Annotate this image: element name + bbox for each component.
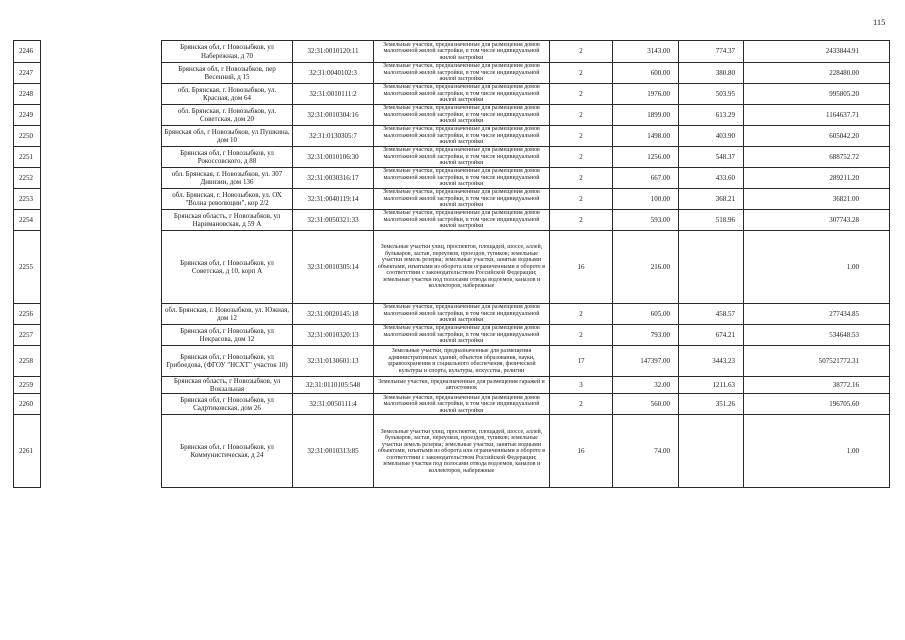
cadastral-value-cell: 38772.16	[744, 377, 890, 394]
land-use-cell: Земельные участки, предназначенные для размещения домов малоэтажной жилой застройки, в том числе индивидуальной жилой застройки	[374, 63, 550, 84]
address-cell: Брянская обл, г Новозыбков, ул Садртиковская, дом 26	[162, 394, 293, 415]
spacer-cell	[41, 377, 162, 394]
spacer-cell	[41, 304, 162, 325]
land-use-cell: Земельные участки улиц, проспектов, площадей, шоссе, аллей, бульваров, застав, переулков, проездов, тупиков; земельные участки земель резерва; земельные участки, занятые водными объектами, изъятыми из оборота или ограниченными в обороте в соответствии с законодательством Российской Федерации; земельные участки под полосами отвода водоемов, каналов и коллекторов, набережные	[374, 231, 550, 304]
area-cell: 32.00	[613, 377, 679, 394]
cadastral-number-cell: 32:31:0040102:3	[293, 63, 374, 84]
specific-value-cell: 503.95	[679, 84, 744, 105]
use-group-cell: 2	[550, 325, 613, 346]
address-cell: обл. Брянская, г. Новозыбков, ул. ОХ "Волна революции", кор 2/2	[162, 189, 293, 210]
use-group-cell: 2	[550, 394, 613, 415]
specific-value-cell: 1211.63	[679, 377, 744, 394]
row-number: 2248	[14, 84, 41, 105]
table-row	[14, 41, 890, 63]
address-cell: обл. Брянская, г. Новозыбков, ул. Советская, дом 20	[162, 105, 293, 126]
cadastral-value-cell: 534648.53	[744, 325, 890, 346]
specific-value-cell: 368.21	[679, 189, 744, 210]
cadastral-value-table	[13, 40, 890, 488]
land-use-cell: Земельные участки улиц, проспектов, площадей, шоссе, аллей, бульваров, застав, переулков, проездов, тупиков; земельные участки земель резерва; земельные участки, занятые водными объектами, изъятыми из оборота или ограниченными в обороте в соответствии с законодательством Российской Федерации; земельные участки под полосами отвода водоемов, каналов и коллекторов, набережные	[374, 415, 550, 488]
page-number: 115	[873, 17, 886, 27]
spacer-cell	[41, 105, 162, 126]
table-row	[14, 189, 890, 210]
use-group-cell: 2	[550, 105, 613, 126]
cadastral-number-cell: 32:31:0010313:85	[293, 415, 374, 488]
area-cell: 100.00	[613, 189, 679, 210]
area-cell: 600.00	[613, 63, 679, 84]
specific-value-cell: 380.80	[679, 63, 744, 84]
cadastral-value-cell: 277434.85	[744, 304, 890, 325]
address-cell: Брянская область, г Новозыбков, ул Наримановская, д 59 А	[162, 210, 293, 231]
specific-value-cell	[679, 231, 744, 304]
address-cell: Брянская область, г Новозыбков, ул Вокзальная	[162, 377, 293, 394]
land-use-cell: Земельные участки, предназначенные для размещения домов малоэтажной жилой застройки, в том числе индивидуальной жилой застройки	[374, 325, 550, 346]
address-cell: обл. Брянская, г. Новозыбков, ул. 307 Дивизии, дом 136	[162, 168, 293, 189]
specific-value-cell: 403.90	[679, 126, 744, 147]
spacer-cell	[41, 346, 162, 377]
land-use-cell: Земельные участки, предназначенные для размещения домов малоэтажной жилой застройки, в том числе индивидуальной жилой застройки	[374, 105, 550, 126]
use-group-cell: 3	[550, 377, 613, 394]
land-use-cell: Земельные участки, предназначенные для размещения домов малоэтажной жилой застройки, в том числе индивидуальной жилой застройки	[374, 210, 550, 231]
table-row	[14, 105, 890, 126]
spacer-cell	[41, 189, 162, 210]
address-cell: Брянская обл, г Новозыбков, ул Некрасова, дом 12	[162, 325, 293, 346]
row-number: 2251	[14, 147, 41, 168]
cadastral-number-cell: 32:31:0010304:16	[293, 105, 374, 126]
cadastral-value-cell: 507521772.31	[744, 346, 890, 377]
specific-value-cell: 613.29	[679, 105, 744, 126]
table-row	[14, 377, 890, 394]
table-row	[14, 210, 890, 231]
spacer-cell	[41, 63, 162, 84]
area-cell: 793.00	[613, 325, 679, 346]
address-cell: Брянская обл, г Новозыбков, пер Весенний, д 15	[162, 63, 293, 84]
table-row	[14, 231, 890, 304]
use-group-cell: 2	[550, 84, 613, 105]
cadastral-number-cell: 32:31:0010120:11	[293, 41, 374, 63]
specific-value-cell: 518.96	[679, 210, 744, 231]
row-number: 2246	[14, 41, 41, 63]
land-use-cell: Земельные участки, предназначенные для размещения домов малоэтажной жилой застройки, в том числе индивидуальной жилой застройки	[374, 147, 550, 168]
use-group-cell: 2	[550, 210, 613, 231]
cadastral-value-cell: 2433844.91	[744, 41, 890, 63]
cadastral-number-cell: 32:31:0050111:4	[293, 394, 374, 415]
area-cell: 74.00	[613, 415, 679, 488]
row-number: 2257	[14, 325, 41, 346]
address-cell: Брянская обл, г Новозыбков, ул Коммунистическая, д 24	[162, 415, 293, 488]
spacer-cell	[41, 415, 162, 488]
table-row	[14, 325, 890, 346]
use-group-cell: 2	[550, 41, 613, 63]
land-use-cell: Земельные участки, предназначенные для размещения домов малоэтажной жилой застройки, в том числе индивидуальной жилой застройки	[374, 84, 550, 105]
cadastral-value-cell: 289211.20	[744, 168, 890, 189]
cadastral-value-cell: 1.00	[744, 415, 890, 488]
area-cell: 216.00	[613, 231, 679, 304]
row-number: 2260	[14, 394, 41, 415]
specific-value-cell: 674.21	[679, 325, 744, 346]
row-number: 2253	[14, 189, 41, 210]
row-number: 2250	[14, 126, 41, 147]
specific-value-cell: 433.60	[679, 168, 744, 189]
spacer-cell	[41, 231, 162, 304]
land-use-cell: Земельные участки, предназначенные для размещения гаражей и автостоянок	[374, 377, 550, 394]
use-group-cell: 2	[550, 304, 613, 325]
use-group-cell: 2	[550, 63, 613, 84]
spacer-cell	[41, 147, 162, 168]
cadastral-number-cell: 32:31:0010320:13	[293, 325, 374, 346]
use-group-cell: 16	[550, 415, 613, 488]
land-use-cell: Земельные участки, предназначенные для размещения домов малоэтажной жилой застройки, в том числе индивидуальной жилой застройки	[374, 126, 550, 147]
cadastral-value-cell: 36821.00	[744, 189, 890, 210]
cadastral-value-cell: 605042.20	[744, 126, 890, 147]
table-row	[14, 168, 890, 189]
spacer-cell	[41, 394, 162, 415]
land-use-cell: Земельные участки, предназначенные для размещения домов малоэтажной жилой застройки, в том числе индивидуальной жилой застройки	[374, 168, 550, 189]
specific-value-cell: 351.26	[679, 394, 744, 415]
row-number: 2247	[14, 63, 41, 84]
cadastral-value-cell: 688752.72	[744, 147, 890, 168]
land-use-cell: Земельные участки, предназначенные для размещения домов малоэтажной жилой застройки, в том числе индивидуальной жилой застройки	[374, 394, 550, 415]
table-row	[14, 304, 890, 325]
specific-value-cell: 548.37	[679, 147, 744, 168]
area-cell: 605.00	[613, 304, 679, 325]
area-cell: 560.00	[613, 394, 679, 415]
area-cell: 1256.00	[613, 147, 679, 168]
specific-value-cell	[679, 415, 744, 488]
spacer-cell	[41, 84, 162, 105]
row-number: 2258	[14, 346, 41, 377]
cadastral-number-cell: 32:31:0010106:30	[293, 147, 374, 168]
area-cell: 1498.00	[613, 126, 679, 147]
address-cell: Брянская обл, г Новозыбков, ул Грибоедова, (ФГОУ "НСХТ" участок 10)	[162, 346, 293, 377]
cadastral-number-cell: 32:31:0130601:13	[293, 346, 374, 377]
use-group-cell: 2	[550, 126, 613, 147]
cadastral-number-cell: 32:31:0030316:17	[293, 168, 374, 189]
use-group-cell: 2	[550, 147, 613, 168]
table-row	[14, 126, 890, 147]
area-cell: 1976.00	[613, 84, 679, 105]
spacer-cell	[41, 168, 162, 189]
address-cell: обл. Брянская, г. Новозыбков, ул. Южная, дом 12	[162, 304, 293, 325]
cadastral-value-cell: 1164637.71	[744, 105, 890, 126]
cadastral-value-cell: 995805.20	[744, 84, 890, 105]
address-cell: Брянская обл, г Новозыбков, ул Набережная, д 70	[162, 41, 293, 63]
address-cell: Брянская обл, г Новозыбков, ул Рокоссовского, д 88	[162, 147, 293, 168]
cadastral-value-cell: 196705.60	[744, 394, 890, 415]
table-row	[14, 394, 890, 415]
address-cell: Брянская обл, г Новозыбков, ул Советская, д 10, корп А	[162, 231, 293, 304]
address-cell: обл. Брянская, г. Новозыбков, ул. Красная, дом 64	[162, 84, 293, 105]
row-number: 2259	[14, 377, 41, 394]
spacer-cell	[41, 210, 162, 231]
use-group-cell: 2	[550, 189, 613, 210]
area-cell: 1899.00	[613, 105, 679, 126]
land-use-cell: Земельные участки, предназначенные для размещения административных зданий, объектов образования, науки, здравоохранения и социального обеспечения, физической культуры и спорта, культуры, искусства, религии	[374, 346, 550, 377]
cadastral-number-cell: 32:31:0020145:18	[293, 304, 374, 325]
cadastral-value-cell: 307743.28	[744, 210, 890, 231]
use-group-cell: 16	[550, 231, 613, 304]
row-number: 2261	[14, 415, 41, 488]
spacer-cell	[41, 126, 162, 147]
cadastral-number-cell: 32:31:0010305:14	[293, 231, 374, 304]
table-row	[14, 415, 890, 488]
land-use-cell: Земельные участки, предназначенные для размещения домов малоэтажной жилой застройки, в том числе индивидуальной жилой застройки	[374, 189, 550, 210]
spacer-cell	[41, 325, 162, 346]
land-use-cell: Земельные участки, предназначенные для размещения домов малоэтажной жилой застройки, в том числе индивидуальной жилой застройки	[374, 41, 550, 63]
area-cell: 593.00	[613, 210, 679, 231]
land-use-cell: Земельные участки, предназначенные для размещения домов малоэтажной жилой застройки, в том числе индивидуальной жилой застройки	[374, 304, 550, 325]
use-group-cell: 2	[550, 168, 613, 189]
cadastral-number-cell: 32:31:0130305:7	[293, 126, 374, 147]
table-row	[14, 147, 890, 168]
specific-value-cell: 774.37	[679, 41, 744, 63]
table-row	[14, 84, 890, 105]
cadastral-value-cell: 1.00	[744, 231, 890, 304]
specific-value-cell: 458.57	[679, 304, 744, 325]
use-group-cell: 17	[550, 346, 613, 377]
cadastral-number-cell: 32:31:0110105:548	[293, 377, 374, 394]
table-row	[14, 63, 890, 84]
row-number: 2252	[14, 168, 41, 189]
row-number: 2255	[14, 231, 41, 304]
row-number: 2249	[14, 105, 41, 126]
cadastral-number-cell: 32:31:0010111:2	[293, 84, 374, 105]
cadastral-number-cell: 32:31:0040119:14	[293, 189, 374, 210]
specific-value-cell: 3443.23	[679, 346, 744, 377]
address-cell: Брянская обл, г Новозыбков, ул Пушкина, дом 10	[162, 126, 293, 147]
row-number: 2254	[14, 210, 41, 231]
row-number: 2256	[14, 304, 41, 325]
area-cell: 3143.00	[613, 41, 679, 63]
cadastral-value-cell: 228480.00	[744, 63, 890, 84]
area-cell: 147397.00	[613, 346, 679, 377]
cadastral-number-cell: 32:31:0050321:33	[293, 210, 374, 231]
table-row	[14, 346, 890, 377]
spacer-cell	[41, 41, 162, 63]
area-cell: 667.00	[613, 168, 679, 189]
